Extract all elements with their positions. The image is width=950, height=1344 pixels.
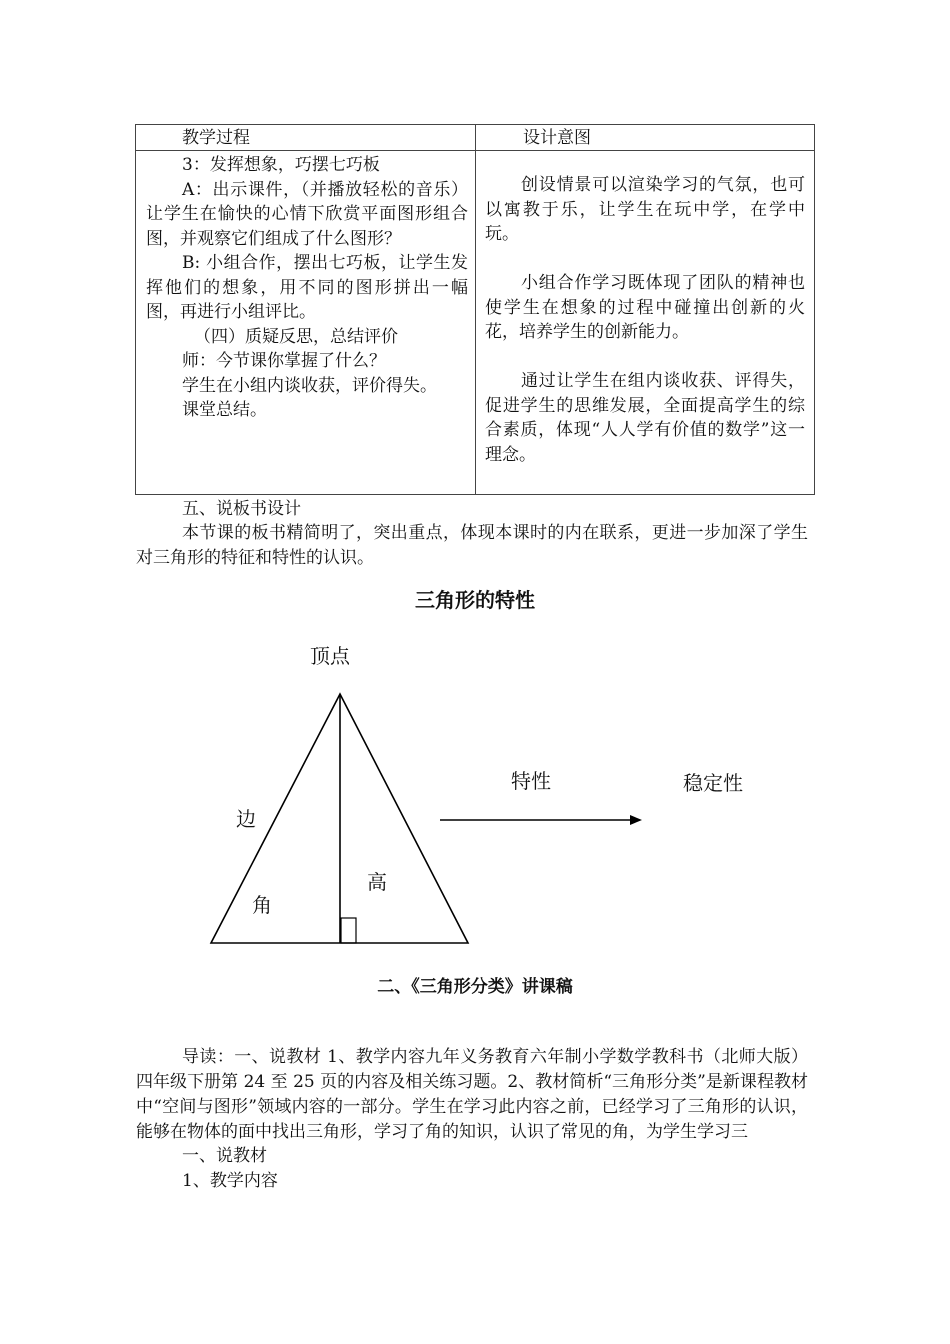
side-label: 边	[236, 807, 256, 831]
process-paragraph: A：出示课件，（并播放轻松的音乐）让学生在愉快的心情下欣赏平面图形组合图，并观察它们组成了什么图形？	[146, 179, 468, 249]
arrow-head	[630, 815, 642, 825]
board-title: 三角形的特性	[415, 588, 535, 612]
list-item: 1、教学内容	[182, 1171, 278, 1191]
section-paragraph: 本节课的板书精简明了，突出重点，体现本课时的内在联系，更进一步加深了学生对三角形的特征和特性的认识。	[136, 523, 808, 568]
table-header-process: 教学过程	[182, 128, 250, 148]
process-paragraph: 3：发挥想象，巧摆七巧板	[182, 155, 380, 175]
right-angle-mark	[341, 918, 356, 943]
section-heading: 五、说板书设计	[182, 499, 301, 519]
process-paragraph: 师：今节课你掌握了什么？	[182, 351, 386, 371]
lecture-heading: 二、《三角形分类》讲课稿	[377, 977, 573, 997]
intent-paragraph: 通过让学生在组内谈收获、评得失，促进学生的思维发展，全面提高学生的综合素质，体现“人人学有价值的数学”这一理念。	[485, 371, 805, 465]
process-paragraph: 课堂总结。	[182, 400, 267, 420]
intent-paragraph: 小组合作学习既体现了团队的精神也使学生在想象的过程中碰撞出创新的火花，培养学生的创新能力。	[485, 273, 805, 342]
process-paragraph: B: 小组合作，摆出七巧板，让学生发挥他们的想象，用不同的图形拼出一幅图，再进行小组评比。	[146, 253, 468, 322]
list-item: 一、说教材	[182, 1146, 267, 1166]
process-paragraph: 学生在小组内谈收获，评价得失。	[182, 375, 437, 396]
table-header-intent: 设计意图	[523, 128, 591, 148]
vertex-label: 顶点	[310, 644, 350, 668]
process-paragraph: （四）质疑反思，总结评价	[194, 326, 398, 347]
intro-paragraph: 导读：一、说教材 1、教学内容九年义务教育六年制小学数学教科书（北师大版）四年级下册第 24 至 25 页的内容及相关练习题。2、教材简析“三角形分类”是新课程教材中“空间与图形”领域内容的一部分。学生在学习此内容之前，已经学习了三角形的认识，能够在物体的面中找出三角形，学习了角的知识，认识了常见的角，为学生学习三	[136, 1047, 808, 1142]
height-label: 高	[367, 870, 387, 894]
intent-paragraph: 创设情景可以渲染学习的气氛，也可以寓教于乐，让学生在玩中学，在学中玩。	[485, 175, 805, 244]
property-label: 特性	[511, 769, 551, 793]
angle-label: 角	[252, 893, 272, 917]
stability-label: 稳定性	[683, 771, 743, 795]
